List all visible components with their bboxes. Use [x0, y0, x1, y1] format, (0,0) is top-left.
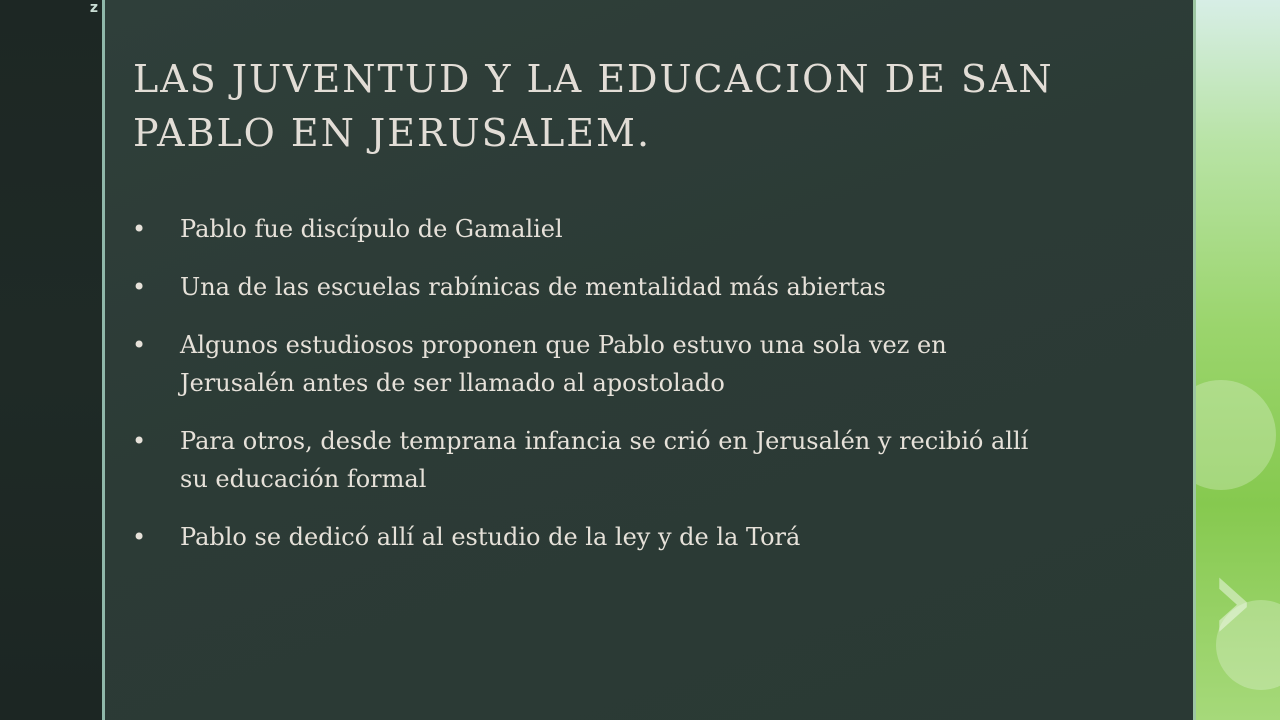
bullet-item — [132, 518, 1062, 556]
slide-title: LAS JUVENTUD Y LA EDUCACION DE SAN PABLO EN JERUSALEM. — [133, 57, 1054, 155]
bullet-item — [132, 210, 1062, 248]
bullet-item — [132, 326, 1062, 402]
glow-circle — [1196, 380, 1276, 490]
left-dark-strip — [0, 0, 102, 720]
bullet-text: Pablo se dedicó allí al estudio de la ley y de la Torá — [180, 523, 801, 551]
bullet-text: Para otros, desde temprana infancia se crió en Jerusalén y recibió allí su educación formal — [180, 427, 1029, 493]
bullet-text: Pablo fue discípulo de Gamaliel — [180, 215, 563, 243]
green-decorative-strip — [1196, 0, 1280, 720]
bullet-icon: • — [132, 427, 147, 455]
z-logo-icon: z — [89, 0, 99, 16]
bullet-icon: • — [132, 215, 147, 243]
chevron-right-icon: › — [1208, 530, 1256, 669]
bullet-item — [132, 422, 1062, 498]
bullet-icon: • — [132, 523, 147, 551]
bullet-list — [132, 210, 1062, 576]
bullet-item — [132, 268, 1062, 306]
bullet-text: Algunos estudiosos proponen que Pablo estuvo una sola vez en Jerusalén antes de ser llamado al apostolado — [180, 331, 947, 397]
bullet-text: Una de las escuelas rabínicas de mentalidad más abiertas — [180, 273, 886, 301]
bullet-icon: • — [132, 273, 147, 301]
bullet-icon: • — [132, 331, 147, 359]
